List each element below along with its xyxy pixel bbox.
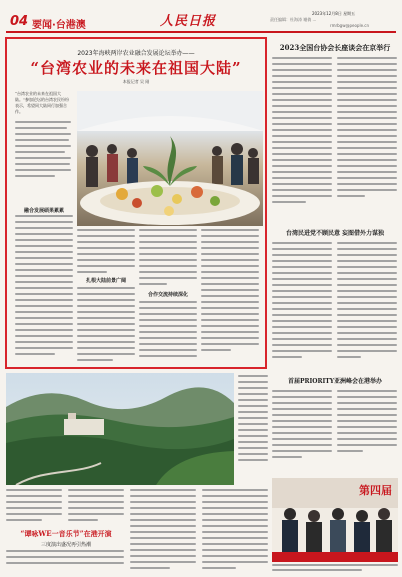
right-mid-headline: 台湾民进党不顾民意 妄图借外力谋独	[285, 230, 385, 237]
lead-col-4	[201, 229, 259, 365]
forum-photo	[272, 478, 398, 562]
landscape-side-column	[238, 373, 268, 485]
right-bottom-story	[272, 374, 398, 474]
forum-photo-caption	[272, 564, 398, 576]
lead-subhead-2: 扎根大陆前景广阔	[85, 278, 126, 284]
masthead-editors: 责任编辑：杜海涛 谢倩 ...	[270, 17, 317, 22]
forum-banner-label: 第四届	[359, 484, 392, 497]
lead-byline: 本报记者 吴 刚	[122, 79, 150, 84]
lead-col-2	[77, 229, 135, 365]
lead-col-3	[139, 229, 197, 365]
section-title: 要闻·台港澳	[32, 20, 86, 31]
masthead-rule	[6, 31, 396, 33]
bottom-left-headline: “谭咏WE一音乐节”在港开演	[20, 529, 112, 538]
lead-kicker: 2023年海峡两岸农业融合发展论坛举办——	[77, 50, 195, 57]
paper-logo: 人民日报	[160, 14, 217, 29]
page-number: 04	[10, 14, 29, 29]
lead-story-box	[5, 37, 267, 369]
bottom-middle-columns	[130, 489, 270, 574]
lead-photo	[77, 91, 263, 226]
lead-subhead-3: 合作交流持续深化	[147, 292, 188, 298]
right-top-headline: 2023全国台协会长座谈会在京举行	[279, 43, 391, 52]
masthead-date: 2023年12月8日 星期五	[312, 11, 356, 16]
masthead	[0, 0, 402, 33]
lead-intro	[15, 91, 73, 203]
right-top-story	[272, 37, 398, 212]
landscape-photo	[6, 373, 234, 485]
masthead-email: rmrbgw@people.cn	[330, 23, 370, 28]
lead-headline: “台湾农业的未来在祖国大陆”	[30, 59, 242, 77]
bottom-left-subhead: 三度演出盛况再引热潮	[40, 542, 91, 548]
lead-subhead-1: 融合发展硕果累累	[23, 208, 64, 214]
right-mid-story	[272, 218, 398, 368]
lead-intro-text: “台湾农业的未来在祖国大陆。”参加论坛的台湾农民纷纷表示，希望同大陆同行加强合作。	[15, 91, 70, 114]
bottom-left-story	[6, 489, 126, 574]
lead-col-1	[15, 215, 73, 365]
right-bottom-headline: 首届PRIORITY亚洲峰会在港举办	[287, 378, 383, 385]
